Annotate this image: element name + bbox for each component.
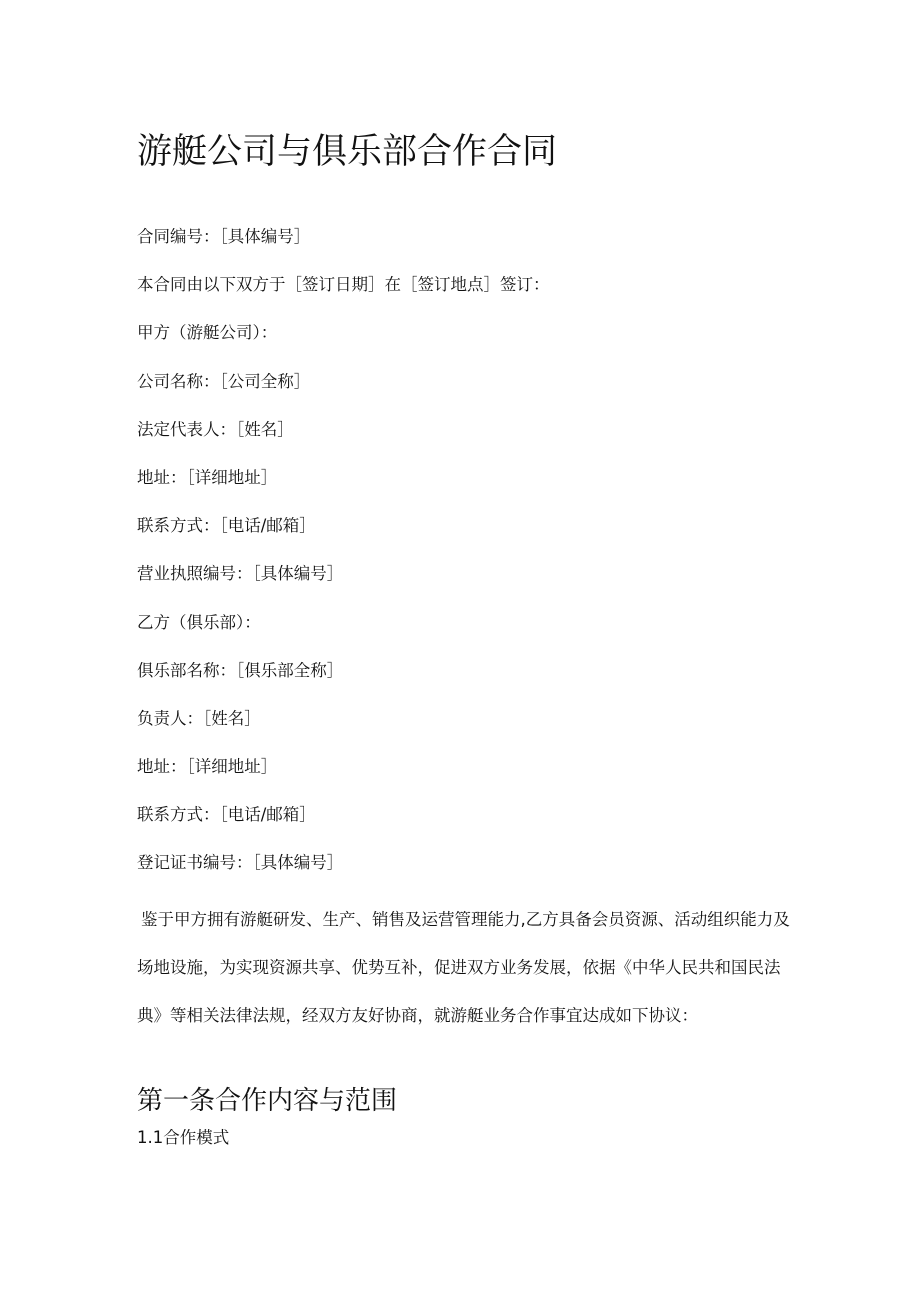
party-b-heading: 乙方（俱乐部）： xyxy=(137,612,261,632)
party-a-heading: 甲方（游艇公司）： xyxy=(137,323,278,343)
party-b-club-name: 俱乐部名称：［俱乐部全称］ xyxy=(137,660,344,680)
preamble-paragraph: 鉴于甲方拥有游艇研发、生产、销售及运营管理能力,乙方具备会员资源、活动组织能力及场地设施，为实现资源共享、优势互补，促进双方业务发展，依据《中华人民共和国民法典》等相关法律法规，经双方友好协商，就游艇业务合作事宜达成如下协议： xyxy=(137,910,790,1026)
party-b-contact: 联系方式：［电话/邮箱］ xyxy=(137,805,316,825)
signing-info-line: 本合同由以下双方于［签订日期］在［签订地点］签订： xyxy=(137,275,550,295)
party-b-responsible-person: 负责人：［姓名］ xyxy=(137,708,261,728)
party-b-address: 地址：［详细地址］ xyxy=(137,757,278,777)
contract-number-line: 合同编号：［具体编号］ xyxy=(137,227,311,246)
party-a-legal-representative: 法定代表人：［姓名］ xyxy=(137,419,294,439)
party-a-company-name: 公司名称：［公司全称］ xyxy=(137,371,311,391)
party-b-registration-number: 登记证书编号：［具体编号］ xyxy=(137,853,344,873)
document-title: 游艇公司与俱乐部合作合同 xyxy=(137,132,558,172)
party-a-address: 地址：［详细地址］ xyxy=(137,467,278,487)
party-a-license-number: 营业执照编号：［具体编号］ xyxy=(137,564,344,584)
section-1-heading: 第一条合作内容与范围 xyxy=(137,1086,398,1116)
section-1-1-subheading: 1.1合作模式 xyxy=(137,1128,230,1147)
party-a-contact: 联系方式：［电话/邮箱］ xyxy=(137,516,316,536)
party-info-block xyxy=(137,222,797,897)
